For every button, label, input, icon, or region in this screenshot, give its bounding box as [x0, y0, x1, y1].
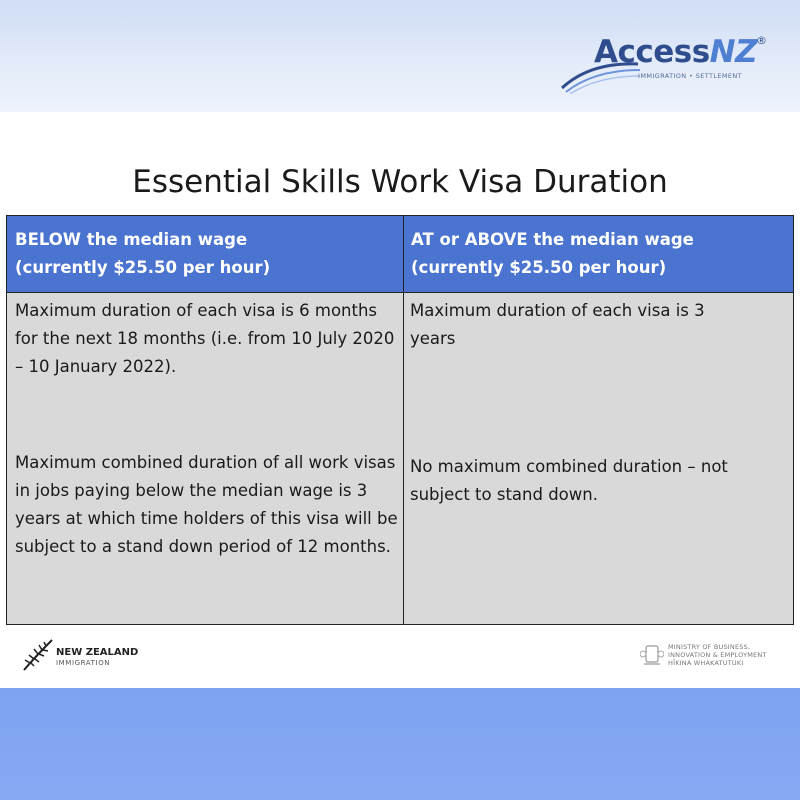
- above-median-combined-text: No maximum combined duration – not subject to stand down.: [410, 457, 728, 504]
- header-above-median: AT or ABOVE the median wage (currently $25.50 per hour): [411, 230, 694, 277]
- below-median-combined-text: Maximum combined duration of all work visas in jobs paying below the median wage is 3 years at which time holders of this visa will be subject to a stand down period of 12 months.: [15, 453, 398, 556]
- silver-fern-icon: [22, 638, 54, 672]
- nzi-name: NEW ZEALAND: [56, 647, 139, 658]
- header-below-median: BELOW the median wage (currently $25.50 per hour): [15, 230, 271, 277]
- nz-immigration-logo: [22, 634, 162, 674]
- crest-icon: [640, 642, 664, 668]
- registered-mark: ®: [756, 34, 767, 47]
- mbie-name: MINISTRY OF BUSINESS, INNOVATION & EMPLOYMENT HĪKINA WHAKATUTUKI: [668, 643, 767, 667]
- accessnz-logo: [560, 30, 790, 110]
- logo-tagline: IMMIGRATION • SETTLEMENT: [638, 72, 743, 80]
- column-divider: [403, 216, 404, 624]
- above-median-duration-text: Maximum duration of each visa is 3 years: [410, 301, 705, 348]
- bottom-band: [0, 688, 800, 800]
- page-title: Essential Skills Work Visa Duration: [132, 164, 668, 200]
- table-body-row: [7, 293, 793, 624]
- table-header-row: [7, 216, 793, 293]
- nzi-subtitle: IMMIGRATION: [56, 659, 111, 667]
- below-median-duration-text: Maximum duration of each visa is 6 months for the next 18 months (i.e. from 10 July 2020 – 10 January 2022).: [15, 301, 395, 376]
- logo-wordmark: AccessNZ: [594, 34, 758, 70]
- visa-duration-table: [6, 215, 794, 625]
- mbie-logo: [640, 640, 790, 676]
